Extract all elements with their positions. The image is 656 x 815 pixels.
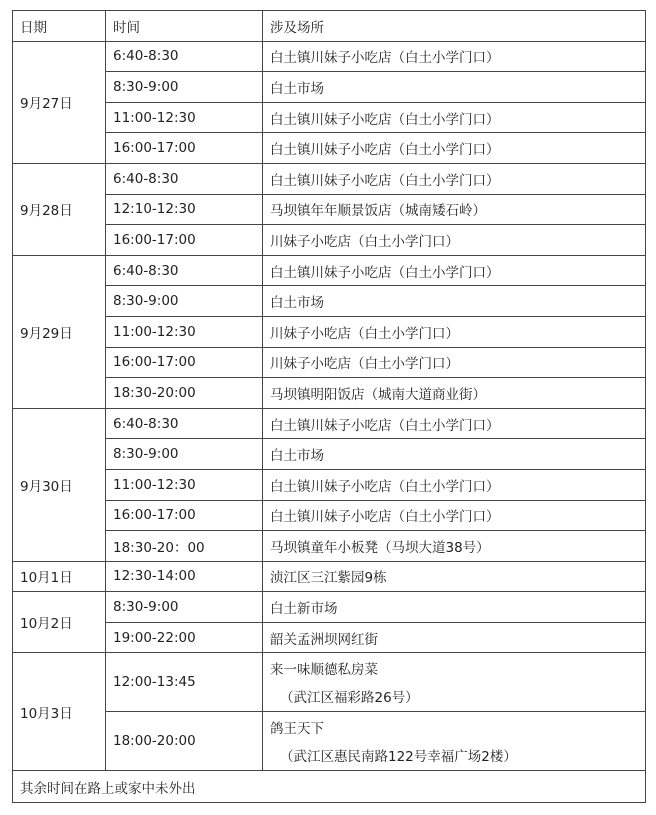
place-cell — [263, 712, 646, 771]
time-cell: 12:10-12:30 — [106, 194, 263, 225]
time-cell: 8:30-9:00 — [106, 592, 263, 623]
table-row — [13, 531, 646, 562]
table-row — [13, 255, 646, 286]
table-row — [13, 469, 646, 500]
table-row — [13, 133, 646, 164]
place-name: 来一味顺德私房菜 — [270, 662, 378, 679]
table-row — [13, 561, 646, 592]
header-row — [13, 11, 646, 42]
place-cell: 白土镇川妹子小吃店（白土小学门口） — [263, 133, 646, 164]
place-cell — [263, 653, 646, 712]
place-cell: 白土新市场 — [263, 592, 646, 623]
table-row — [13, 622, 646, 653]
table-row — [13, 408, 646, 439]
itinerary-table-wrapper — [12, 10, 646, 803]
time-cell: 11:00-12:30 — [106, 469, 263, 500]
table-row — [13, 286, 646, 317]
date-cell: 9月27日 — [13, 41, 106, 163]
place-cell: 白土市场 — [263, 439, 646, 470]
table-row — [13, 500, 646, 531]
itinerary-table — [12, 10, 646, 803]
place-cell: 川妹子小吃店（白土小学门口） — [263, 225, 646, 256]
footer-note: 其余时间在路上或家中未外出 — [13, 771, 646, 803]
footer-row — [13, 771, 646, 803]
time-cell: 8:30-9:00 — [106, 439, 263, 470]
place-cell: 白土镇川妹子小吃店（白土小学门口） — [263, 255, 646, 286]
table-row — [13, 378, 646, 409]
place-cell: 川妹子小吃店（白土小学门口） — [263, 316, 646, 347]
header-time: 时间 — [106, 11, 263, 42]
table-row — [13, 347, 646, 378]
place-cell: 白土镇川妹子小吃店（白土小学门口） — [263, 500, 646, 531]
time-cell: 18:30-20：00 — [106, 531, 263, 562]
table-row — [13, 439, 646, 470]
place-cell: 白土镇川妹子小吃店（白土小学门口） — [263, 408, 646, 439]
time-cell: 6:40-8:30 — [106, 41, 263, 72]
place-cell: 白土镇川妹子小吃店（白土小学门口） — [263, 469, 646, 500]
place-cell: 白土镇川妹子小吃店（白土小学门口） — [263, 102, 646, 133]
date-cell: 9月28日 — [13, 163, 106, 255]
table-row — [13, 712, 646, 771]
time-cell: 16:00-17:00 — [106, 500, 263, 531]
date-cell: 9月30日 — [13, 408, 106, 561]
table-row — [13, 102, 646, 133]
table-row — [13, 316, 646, 347]
time-cell: 18:30-20:00 — [106, 378, 263, 409]
table-row — [13, 41, 646, 72]
time-cell: 11:00-12:30 — [106, 316, 263, 347]
place-cell: 白土镇川妹子小吃店（白土小学门口） — [263, 163, 646, 194]
table-row — [13, 194, 646, 225]
place-cell: 白土市场 — [263, 286, 646, 317]
time-cell: 16:00-17:00 — [106, 225, 263, 256]
time-cell: 16:00-17:00 — [106, 133, 263, 164]
time-cell: 8:30-9:00 — [106, 286, 263, 317]
table-row — [13, 163, 646, 194]
header-date: 日期 — [13, 11, 106, 42]
table-row — [13, 225, 646, 256]
table-row — [13, 653, 646, 712]
table-row — [13, 72, 646, 103]
time-cell: 6:40-8:30 — [106, 163, 263, 194]
place-cell: 川妹子小吃店（白土小学门口） — [263, 347, 646, 378]
place-cell: 白土镇川妹子小吃店（白土小学门口） — [263, 41, 646, 72]
time-cell: 11:00-12:30 — [106, 102, 263, 133]
date-cell: 10月3日 — [13, 653, 106, 771]
time-cell: 12:30-14:00 — [106, 561, 263, 592]
date-cell: 9月29日 — [13, 255, 106, 408]
table-row — [13, 592, 646, 623]
time-cell: 6:40-8:30 — [106, 255, 263, 286]
date-cell: 10月2日 — [13, 592, 106, 653]
place-address: （武江区惠民南路122号幸福广场2楼） — [280, 749, 517, 766]
date-cell: 10月1日 — [13, 561, 106, 592]
time-cell: 16:00-17:00 — [106, 347, 263, 378]
time-cell: 18:00-20:00 — [106, 712, 263, 771]
place-cell: 浈江区三江紫园9栋 — [263, 561, 646, 592]
place-cell: 白土市场 — [263, 72, 646, 103]
header-places: 涉及场所 — [263, 11, 646, 42]
time-cell: 8:30-9:00 — [106, 72, 263, 103]
time-cell: 6:40-8:30 — [106, 408, 263, 439]
place-cell: 马坝镇明阳饭店（城南大道商业街） — [263, 378, 646, 409]
place-address: （武江区福彩路26号） — [280, 690, 419, 707]
place-cell: 马坝镇童年小板凳（马坝大道38号） — [263, 531, 646, 562]
place-name: 鸽王天下 — [270, 721, 324, 738]
time-cell: 19:00-22:00 — [106, 622, 263, 653]
time-cell: 12:00-13:45 — [106, 653, 263, 712]
place-cell: 马坝镇年年顺景饭店（城南矮石岭） — [263, 194, 646, 225]
place-cell: 韶关孟洲坝网红街 — [263, 622, 646, 653]
